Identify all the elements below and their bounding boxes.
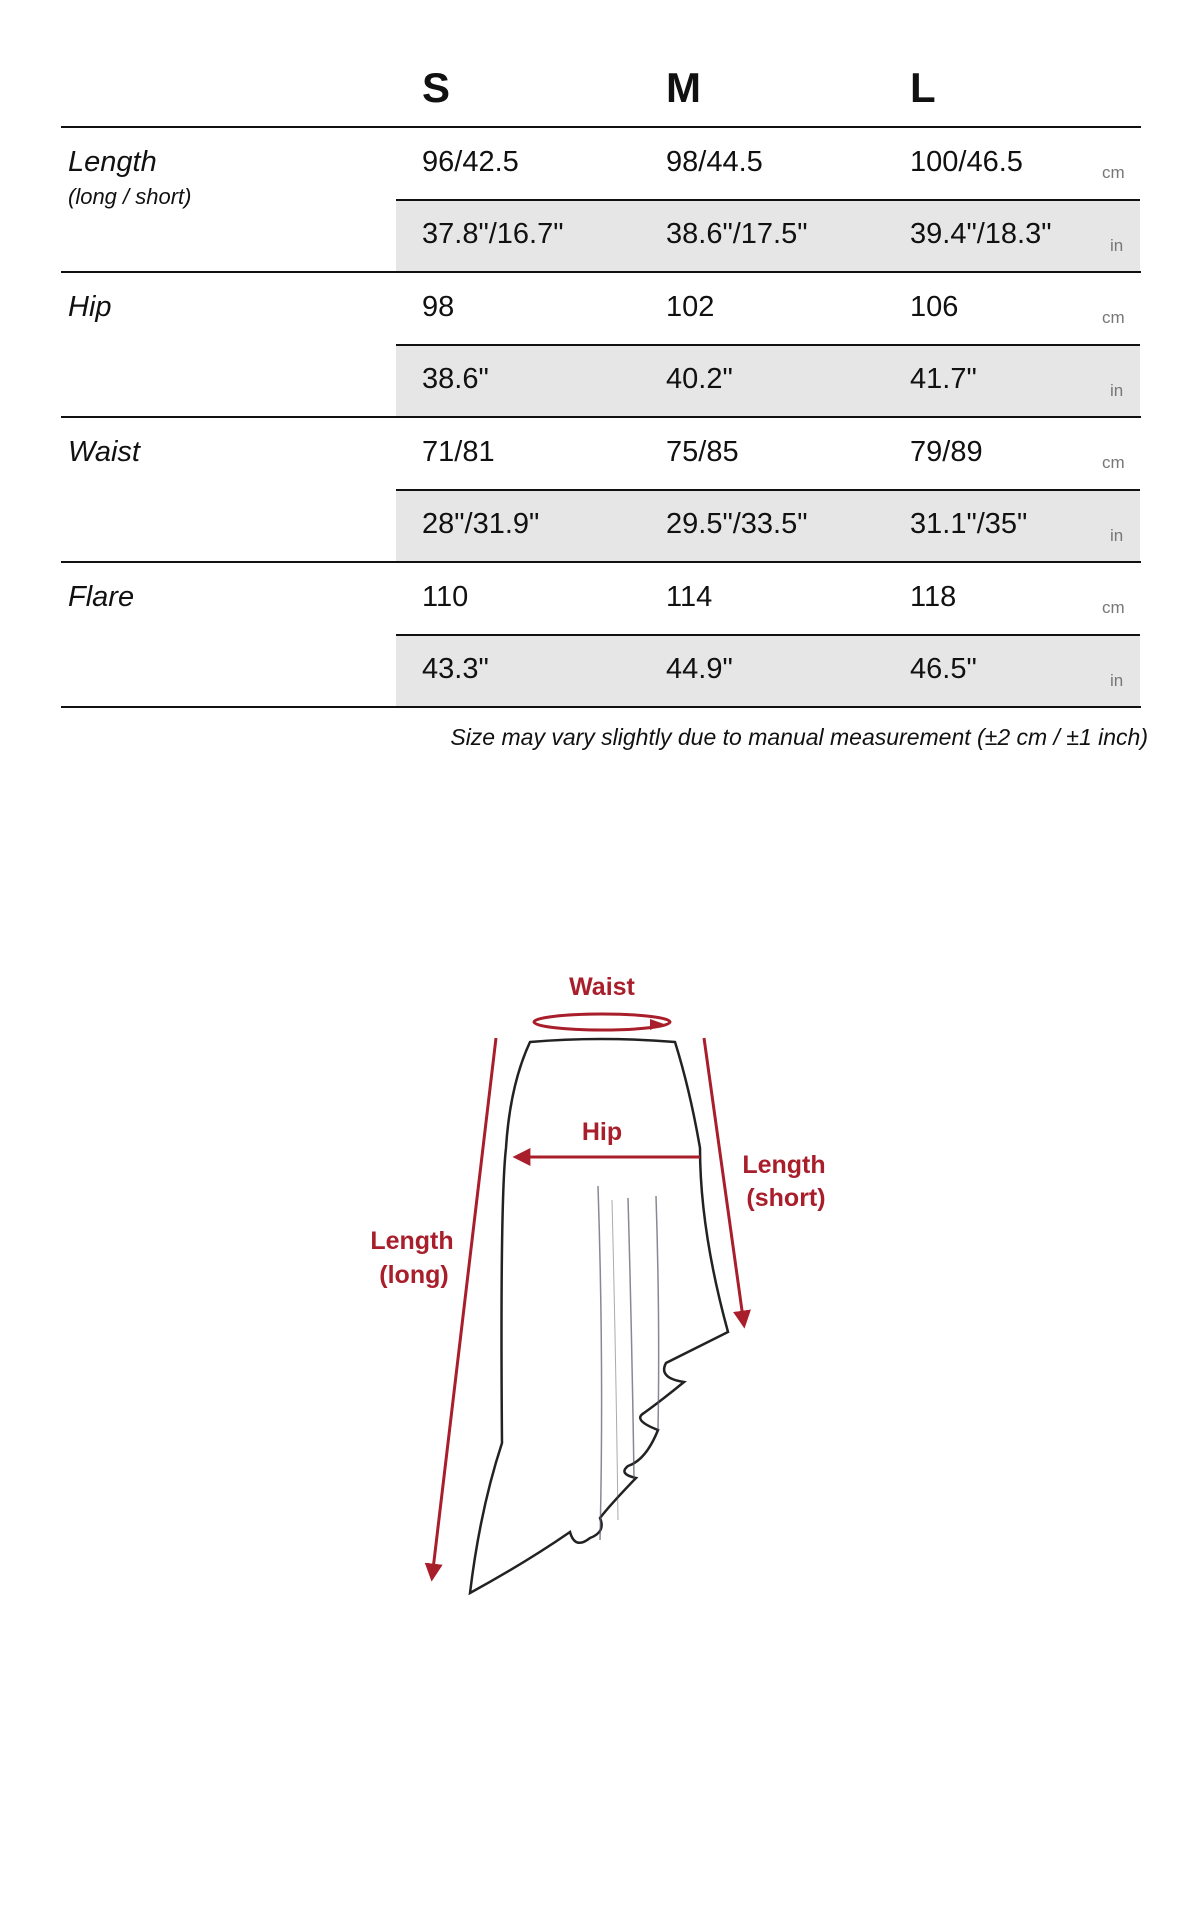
flare-cm-m: 114 bbox=[666, 581, 713, 613]
waist-in-l: 31.1"/35" bbox=[910, 508, 1028, 540]
row-label-flare: Flare bbox=[68, 581, 135, 613]
hip-in-l: 41.7" bbox=[910, 363, 977, 395]
length-cm-m: 98/44.5 bbox=[666, 146, 763, 178]
length-cm-l: 100/46.5 bbox=[910, 146, 1023, 178]
table-rule bbox=[396, 489, 1140, 491]
waist-arrow-icon bbox=[650, 1019, 664, 1030]
unit-cm-label: cm bbox=[1102, 163, 1125, 182]
waist-cm-s: 71/81 bbox=[422, 436, 495, 468]
length-in-m: 38.6"/17.5" bbox=[666, 218, 808, 250]
table-rule bbox=[396, 199, 1140, 201]
hip-cm-m: 102 bbox=[666, 291, 715, 323]
diagram-label-length-long: Length bbox=[370, 1227, 454, 1255]
flare-cm-l: 118 bbox=[910, 581, 957, 613]
size-header-l: L bbox=[910, 64, 936, 111]
row-label-waist: Waist bbox=[68, 436, 140, 468]
length-in-s: 37.8"/16.7" bbox=[422, 218, 564, 250]
unit-in-label: in bbox=[1110, 526, 1124, 545]
measurement-note: Size may vary slightly due to manual measurement (±2 cm / ±1 inch) bbox=[450, 724, 1148, 750]
row-sublabel-length: (long / short) bbox=[68, 184, 192, 209]
unit-cm-label: cm bbox=[1102, 308, 1125, 327]
diagram-label-length-long-sub: (long) bbox=[379, 1261, 449, 1289]
row-hip-in-shade bbox=[396, 345, 1140, 416]
waist-measure-ellipse bbox=[534, 1014, 670, 1030]
table-rule bbox=[396, 344, 1140, 346]
table-rule bbox=[61, 271, 1141, 273]
size-header-s: S bbox=[422, 64, 451, 111]
table-rule bbox=[61, 126, 1141, 128]
skirt-diagram bbox=[0, 940, 1200, 1640]
row-flare-in-shade bbox=[396, 635, 1140, 706]
flare-cm-s: 110 bbox=[422, 581, 469, 613]
flare-in-l: 46.5" bbox=[910, 653, 977, 685]
table-rule bbox=[61, 416, 1141, 418]
size-header-m: M bbox=[666, 64, 701, 111]
waist-in-s: 28"/31.9" bbox=[422, 508, 540, 540]
waist-cm-m: 75/85 bbox=[666, 436, 739, 468]
hip-in-m: 40.2" bbox=[666, 363, 733, 395]
unit-cm-label: cm bbox=[1102, 453, 1125, 472]
unit-in-label: in bbox=[1110, 671, 1124, 690]
hip-cm-l: 106 bbox=[910, 291, 959, 323]
hip-cm-s: 98 bbox=[422, 291, 455, 323]
table-rule bbox=[396, 634, 1140, 636]
diagram-label-hip: Hip bbox=[581, 1118, 623, 1146]
diagram-label-waist: Waist bbox=[569, 973, 635, 1001]
unit-cm-label: cm bbox=[1102, 598, 1125, 617]
unit-in-label: in bbox=[1110, 236, 1124, 255]
row-label-hip: Hip bbox=[68, 291, 112, 323]
flare-in-m: 44.9" bbox=[666, 653, 733, 685]
diagram-label-length-short-sub: (short) bbox=[746, 1184, 826, 1212]
waist-cm-l: 79/89 bbox=[910, 436, 983, 468]
table-rule bbox=[61, 561, 1141, 563]
waist-in-m: 29.5"/33.5" bbox=[666, 508, 808, 540]
hip-in-s: 38.6" bbox=[422, 363, 489, 395]
row-label-length: Length bbox=[68, 146, 157, 178]
flare-in-s: 43.3" bbox=[422, 653, 489, 685]
length-in-l: 39.4"/18.3" bbox=[910, 218, 1052, 250]
diagram-label-length-short: Length bbox=[742, 1151, 826, 1179]
table-rule bbox=[61, 706, 1141, 708]
length-cm-s: 96/42.5 bbox=[422, 146, 519, 178]
unit-in-label: in bbox=[1110, 381, 1124, 400]
